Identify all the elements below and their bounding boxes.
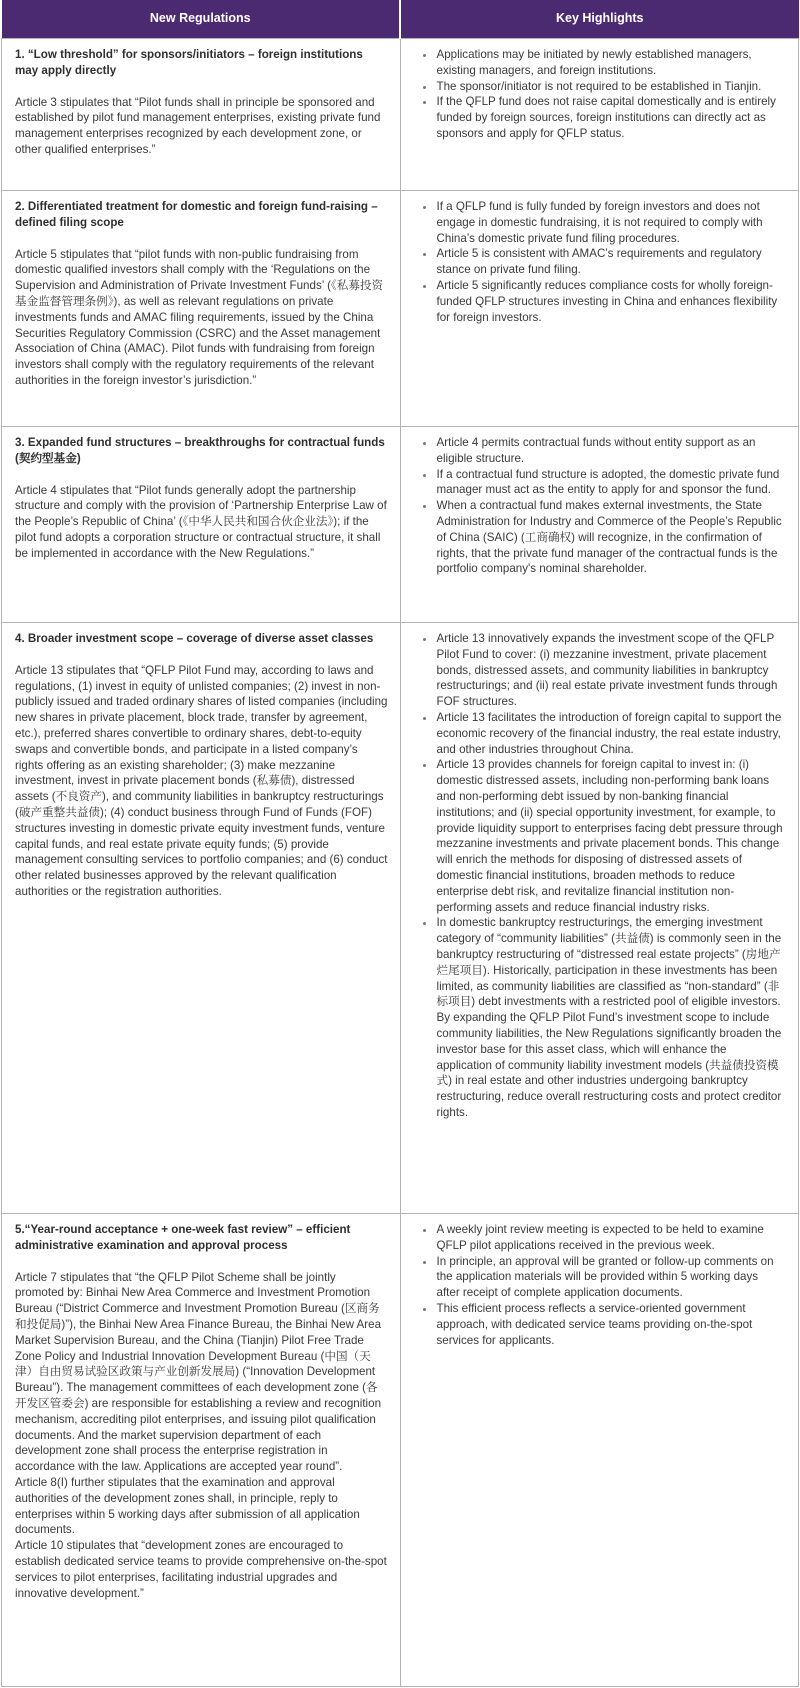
regulation-body (15, 663, 388, 900)
regulation-body (15, 247, 388, 389)
table-row (2, 427, 799, 623)
table-header-row (2, 0, 799, 39)
highlight-item: In principle, an approval will be granted or follow-up comments on the application materials will be provided within 5 working days after receipt of complete application documents. (421, 1254, 785, 1301)
highlight-item: Article 4 permits contractual funds without entity support as an eligible structure. (421, 435, 785, 467)
highlights-cell (400, 1214, 799, 1687)
highlight-item: A weekly joint review meeting is expected to be held to examine QFLP pilot applications received in the previous week. (421, 1222, 785, 1254)
highlight-item: If a QFLP fund is fully funded by foreign investors and does not engage in domestic fundraising, it is not required to comply with China’s domestic private fund filing procedures. (421, 199, 785, 246)
regulation-paragraph: Article 3 stipulates that “Pilot funds shall in principle be sponsored and established by pilot fund management enterprises, existing private fund management enterprises recognized by each development zone, or other qualified enterprises.” (15, 95, 381, 156)
highlights-list (421, 435, 785, 577)
regulation-paragraph: Article 13 stipulates that “QFLP Pilot Fund may, according to laws and regulations, (1) invest in equity of unlisted companies; (2) invest in non-publicly issued and traded ordinary shares of listed companies (including new shares in private placement, block trade, transfer by agreement, etc.), preferred shares convertible to ordinary shares, debt-to-equity swaps and convertible bonds, and participate in a listed company’s rights offering as an existing shareholder; (3) make mezzanine investment, invest in private placement bonds (私募债), distressed assets (不良资产), and community liabilities in bankruptcy restructurings (破产重整共益债); (4) conduct business through Fund of Funds (FOF) structures investing in domestic private equity investment funds, venture capital funds, and real estate private equity funds; (5) provide management consulting services to portfolio companies; and (6) conduct other related businesses approved by the relevant qualification authorities or the registration authorities. (15, 663, 388, 898)
highlight-item: When a contractual fund makes external investments, the State Administration for Industry and Commerce of the People’s Republic of China (SAIC) (工商确权) will recognize, in the confirmation of rights, that the private fund manager of the contractual funds is the portfolio company's nominal shareholder. (421, 498, 785, 577)
regulation-paragraph: Article 7 stipulates that “the QFLP Pilot Scheme shall be jointly promoted by: Binhai New Area Commerce and Investment Promotion Bureau (“District Commerce and Investment Promotion Bureau (区商务和投促局)”), the Binhai New Area Finance Bureau, the Binhai New Area Market Supervision Bureau, and the China (Tianjin) Pilot Free Trade Zone Policy and Industrial Innovation Development Bureau (中国（天津）自由贸易试验区政策与产业创新发展局) (“Innovation Development Bureau”). The management committees of each development zone (各开发区管委会) are responsible for establishing a review and recognition mechanism, accrediting pilot enterprises, and issuing pilot qualification documents. And the market supervision department of each development zone shall process the enterprise registration in accordance with the law. Applications are accepted year round”. (15, 1270, 382, 1474)
regulation-paragraph: Article 10 stipulates that “development zones are encouraged to establish dedicated service teams to provide comprehensive on-the-spot services to pilot enterprises, facilitating industrial upgrades and innovative development.” (15, 1539, 387, 1600)
regulation-paragraph: Article 4 stipulates that “Pilot funds generally adopt the partnership structure and comply with the provision of ‘Partnership Enterprise Law of the People’s Republic of China’ (《中华人民共和国合伙企业法》); if the pilot fund adopts a corporation structure or contractual structure, it shall be implemented in accordance with the New Regulations.” (15, 483, 387, 560)
regulation-title: 1. “Low threshold” for sponsors/initiators – foreign institutions may apply directly (15, 48, 363, 77)
table-row (2, 623, 799, 1214)
regulation-cell (2, 191, 401, 427)
highlight-item: This efficient process reflects a service-oriented government approach, with dedicated service teams providing on-the-spot services for applicants. (421, 1301, 785, 1348)
regulation-cell (2, 39, 401, 191)
regulation-paragraph: Article 8(I) further stipulates that the examination and approval authorities of the development zones shall, in principle, reply to enterprises within 5 working days after submission of all application documents. (15, 1475, 360, 1537)
highlight-item: Article 13 provides channels for foreign capital to invest in: (i) domestic distressed assets, including non-performing bank loans and non-performing debt issued by non-banking financial institutions; and (ii) special opportunity investment, for example, to provide liquidity support to enterprises facing debt pressure through mezzanine investments and private placement bonds. This change will enrich the methods for disposing of distressed assets of domestic financial institutions, broaden methods to reduce enterprise debt risk, and revitalize financial institution non-performing assets and reduce financial industry risks. (421, 757, 785, 915)
regulation-body (15, 483, 388, 562)
regulation-cell (2, 623, 401, 1214)
highlights-cell (400, 623, 799, 1214)
highlights-cell (400, 39, 799, 191)
regulation-title: 4. Broader investment scope – coverage of diverse asset classes (15, 632, 374, 645)
table-row (2, 191, 799, 427)
highlights-list (421, 1222, 785, 1348)
highlight-item: If the QFLP fund does not raise capital domestically and is entirely funded by foreign sources, foreign institutions can directly act as sponsors and apply for QFLP status. (421, 94, 785, 141)
highlight-item: Article 5 significantly reduces compliance costs for wholly foreign-funded QFLP structures investing in China and enhances flexibility for foreign investors. (421, 278, 785, 325)
regulation-paragraph: Article 5 stipulates that “pilot funds with non-public fundraising from domestic qualified investors shall comply with the ‘Regulations on the Supervision and Administration of Private Investment Funds’ (《私募投资基金监督管理条例》), as well as relevant regulations on private investments funds and AMAC filing requirements, issued by the China Securities Regulatory Commission (CSRC) and the Asset management Association of China (AMAC). Pilot funds with fundraising from foreign investors shall comply with the regulatory requirements of the relevant authorities in the foreign investor’s jurisdiction.” (15, 247, 384, 387)
header-new-regulations: New Regulations (2, 0, 401, 39)
table-row (2, 1214, 799, 1687)
regulation-cell (2, 427, 401, 623)
highlight-item: Article 13 innovatively expands the investment scope of the QFLP Pilot Fund to cover: (i) mezzanine investment, private placement bonds, distressed assets, and community liabilities in bankruptcy restructurings; and (ii) real estate private investment funds through FOF structures. (421, 631, 785, 710)
regulation-title: 3. Expanded fund structures – breakthroughs for contractual funds (契约型基金) (15, 436, 385, 465)
regulation-title: 5.“Year-round acceptance + one-week fast review” – efficient administrative examination and approval process (15, 1223, 351, 1252)
regulations-table (1, 0, 799, 1687)
highlight-item: If a contractual fund structure is adopted, the domestic private fund manager must act as the entity to apply for and sponsor the fund. (421, 467, 785, 499)
highlight-item: Article 13 facilitates the introduction of foreign capital to support the economic recovery of the financial industry, the real estate industry, and other industries throughout China. (421, 710, 785, 757)
regulation-body (15, 95, 388, 158)
highlights-cell (400, 427, 799, 623)
header-key-highlights: Key Highlights (400, 0, 799, 39)
highlights-list (421, 199, 785, 325)
regulation-title: 2. Differentiated treatment for domestic and foreign fund-raising – defined filing scope (15, 200, 378, 229)
table-row (2, 39, 799, 191)
regulation-cell (2, 1214, 401, 1687)
highlight-item: Applications may be initiated by newly established managers, existing managers, and foreign institutions. (421, 47, 785, 79)
highlight-item: The sponsor/initiator is not required to be established in Tianjin. (421, 79, 785, 95)
highlight-item: In domestic bankruptcy restructurings, the emerging investment category of “community liabilities” (共益债) is commonly seen in the bankruptcy restructuring of “distressed real estate projects” (房地产烂尾项目). Historically, participation in these investments has been limited, as community liabilities are classified as “non-standard” (非标项目) debt investments with a restricted pool of eligible investors. By expanding the QFLP Pilot Fund’s investment scope to include community liabilities, the New Regulations significantly broaden the investor base for this asset class, which will enhance the application of community liability investment models (共益债投资模式) in real estate and other industries undergoing bankruptcy restructuring, reduce overall restructuring costs and protect creditor rights. (421, 915, 785, 1120)
highlights-list (421, 47, 785, 142)
highlights-list (421, 631, 785, 1121)
highlight-item: Article 5 is consistent with AMAC’s requirements and regulatory stance on private fund filing. (421, 246, 785, 278)
highlights-cell (400, 191, 799, 427)
regulation-body (15, 1270, 388, 1602)
